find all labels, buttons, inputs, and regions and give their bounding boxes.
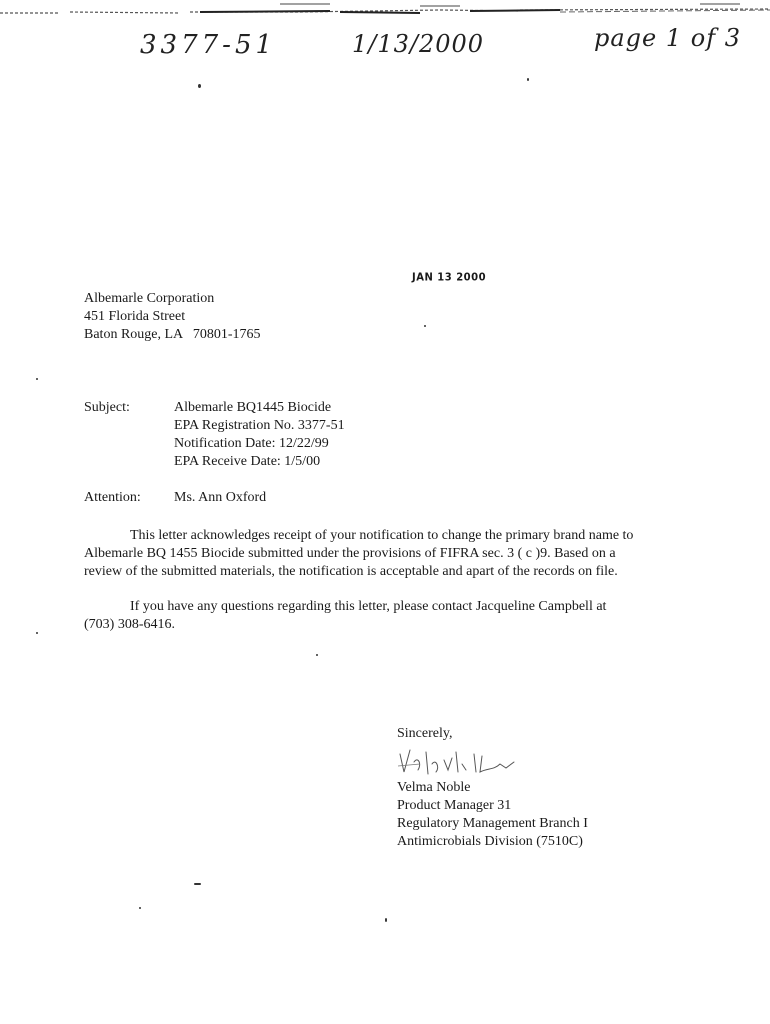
signer-name: Velma Noble — [397, 780, 471, 795]
body-line: Albemarle BQ 1455 Biocide submitted under the provisions of FIFRA sec. 3 ( c )9. Based on a — [84, 546, 616, 561]
scan-speck — [36, 378, 38, 380]
body-line: This letter acknowledges receipt of your notification to change the primary brand name to — [130, 528, 634, 543]
attention-name: Ms. Ann Oxford — [174, 490, 267, 505]
body-paragraph-1 — [84, 527, 664, 581]
handwritten-file-number: 3377-51 — [140, 30, 277, 60]
received-date-stamp: JAN 13 2000 — [412, 271, 487, 284]
handwritten-signature — [396, 742, 526, 782]
subject-product-name: Albemarle BQ1445 Biocide — [174, 400, 332, 415]
handwritten-date: 1/13/2000 — [352, 30, 485, 58]
scan-speck — [527, 78, 529, 81]
scan-speck — [139, 907, 141, 909]
signer-branch: Regulatory Management Branch I — [397, 816, 588, 831]
recipient-street: 451 Florida Street — [84, 309, 186, 324]
scan-speck — [424, 325, 426, 327]
recipient-city-state-zip: Baton Rouge, LA 70801-1765 — [84, 327, 261, 342]
subject-notification-date: Notification Date: 12/22/99 — [174, 436, 329, 451]
scan-speck — [385, 918, 387, 922]
attention-label: Attention: — [84, 490, 141, 505]
scan-speck — [194, 883, 201, 885]
signer-title: Product Manager 31 — [397, 798, 512, 813]
signature-block — [397, 779, 588, 851]
signer-division: Antimicrobials Division (7510C) — [397, 834, 583, 849]
body-paragraph-2 — [84, 598, 664, 634]
scan-artifact-top — [0, 0, 770, 24]
subject-registration-number: EPA Registration No. 3377-51 — [174, 418, 345, 433]
subject-receive-date: EPA Receive Date: 1/5/00 — [174, 454, 321, 469]
address-block — [84, 290, 261, 344]
body-line: If you have any questions regarding this letter, please contact Jacqueline Campbell at — [130, 599, 607, 614]
scan-speck — [198, 84, 201, 88]
scan-speck — [36, 632, 38, 634]
handwritten-page-number: page 1 of 3 — [594, 24, 741, 52]
recipient-company: Albemarle Corporation — [84, 291, 215, 306]
body-line: (703) 308-6416. — [84, 617, 175, 632]
closing-salutation: Sincerely, — [397, 726, 453, 741]
subject-label: Subject: — [84, 400, 130, 415]
body-line: review of the submitted materials, the notification is acceptable and apart of the records on file. — [84, 564, 618, 579]
scan-speck — [316, 654, 318, 656]
subject-block — [174, 399, 345, 471]
